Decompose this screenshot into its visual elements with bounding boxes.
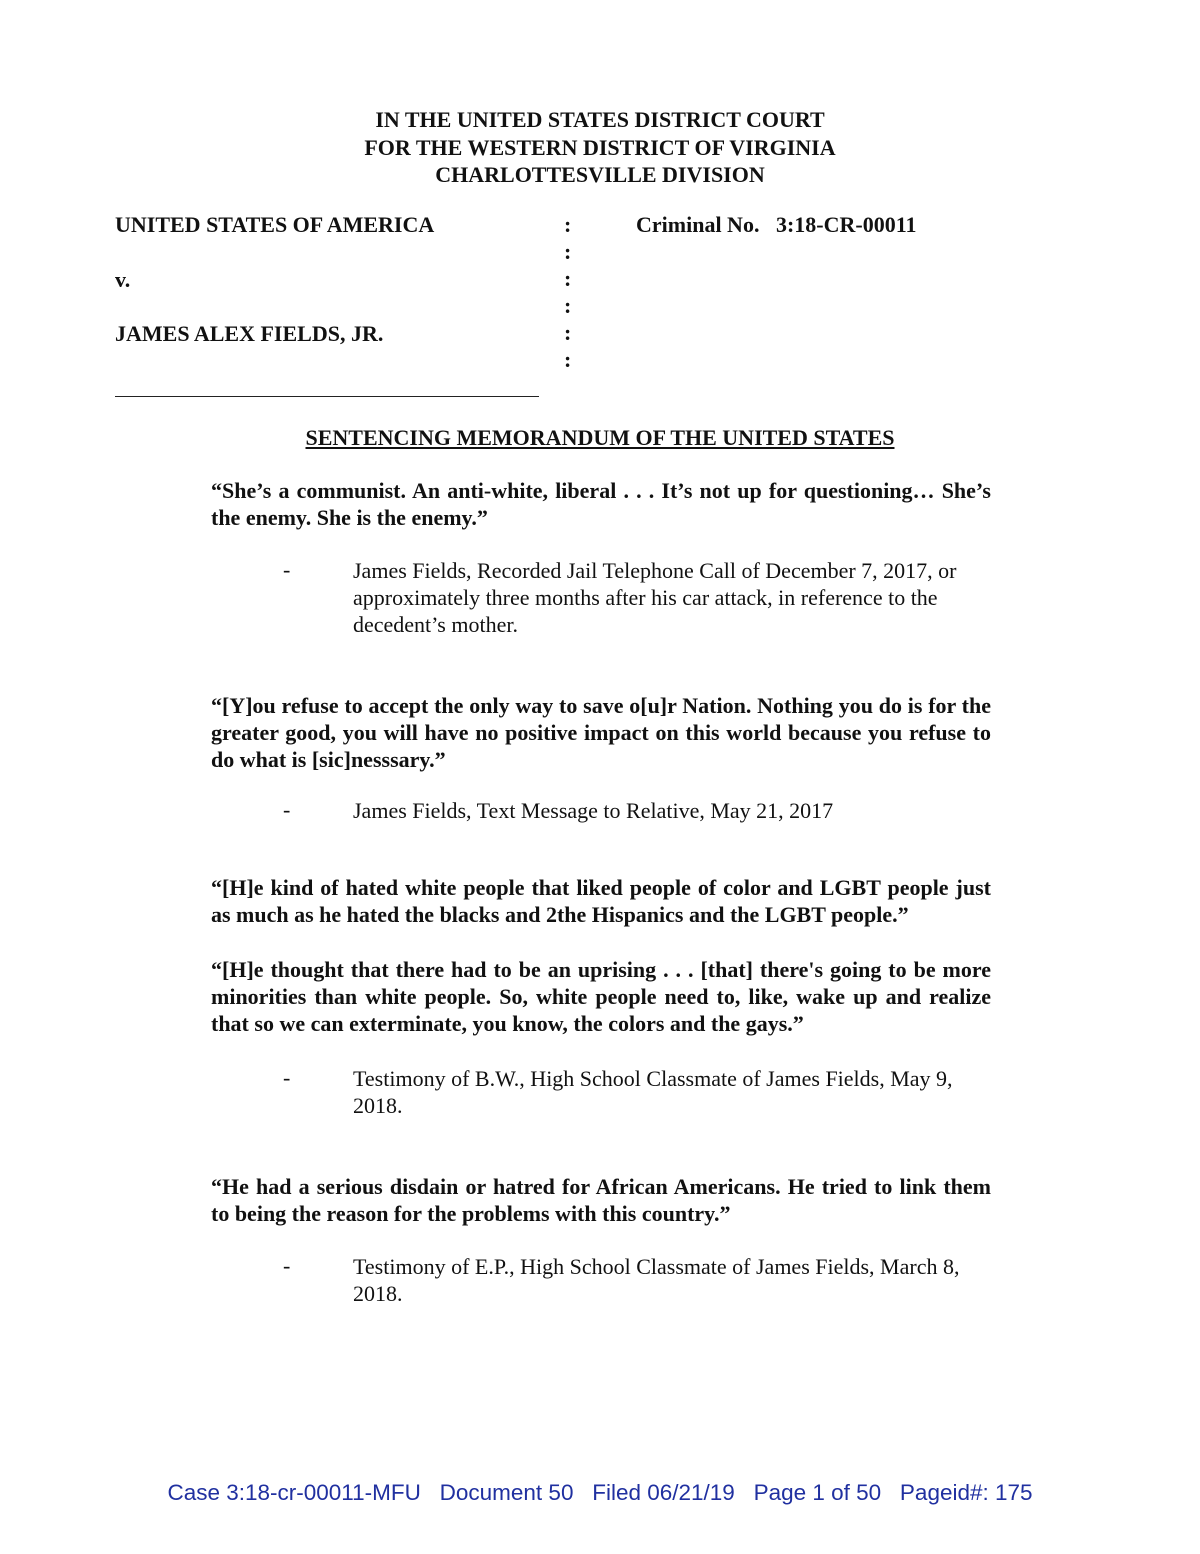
attribution-dash: - [283,557,291,582]
attribution-dash: - [283,1065,291,1090]
quote-block: “She’s a communist. An anti-white, liberal . . . It’s not up for questioning… She’s the enemy. She is the enemy.” [211,478,991,530]
quote-attribution: Testimony of B.W., High School Classmate of James Fields, May 9, 2018. [353,1066,953,1118]
caption-colon: : [564,212,572,237]
caption-colon: : [564,239,572,264]
quote-attribution: James Fields, Text Message to Relative, May 21, 2017 [353,798,834,823]
quote-block: “[H]e thought that there had to be an uprising . . . [that] there's going to be more minorities than white people. So, white people need to, like, wake up and realize that so we can exterminate, you know, the colors and the gays.” [211,957,991,1036]
attribution-dash: - [283,797,291,822]
caption-colon: : [564,347,572,372]
attribution-dash: - [283,1253,291,1278]
caption-divider [115,396,539,397]
criminal-number: Criminal No. 3:18-CR-00011 [636,212,917,237]
court-header [0,106,1200,189]
defendant-name: JAMES ALEX FIELDS, JR. [115,321,384,346]
quote-block: “[H]e kind of hated white people that liked people of color and LGBT people just as much as he hated the blacks and 2the Hispanics and the LGBT people.” [211,875,991,927]
quote-block: “He had a serious disdain or hatred for African Americans. He tried to link them to being the reason for the problems with this country.” [211,1174,991,1226]
court-name: IN THE UNITED STATES DISTRICT COURT [375,107,825,132]
plaintiff-name: UNITED STATES OF AMERICA [115,212,435,237]
caption-colon: : [564,293,572,318]
court-division: CHARLOTTESVILLE DIVISION [435,162,765,187]
quote-attribution: James Fields, Recorded Jail Telephone Call of December 7, 2017, or approximately three months after his car attack, in reference to the decedent’s mother. [353,558,957,637]
versus-label: v. [115,267,131,292]
caption-colon: : [564,320,572,345]
caption-colon: : [564,266,572,291]
court-district: FOR THE WESTERN DISTRICT OF VIRGINIA [364,134,836,160]
quote-attribution: Testimony of E.P., High School Classmate of James Fields, March 8, 2018. [353,1254,960,1306]
quote-block: “[Y]ou refuse to accept the only way to save o[u]r Nation. Nothing you do is for the greater good, you will have no positive impact on this world because you refuse to do what is [sic]nesssary.” [211,693,991,772]
case-filing-stamp: Case 3:18-cr-00011-MFU Document 50 Filed 06/21/19 Page 1 of 50 Pageid#: 175 [167,1480,1033,1505]
document-title: SENTENCING MEMORANDUM OF THE UNITED STATES [305,425,895,450]
